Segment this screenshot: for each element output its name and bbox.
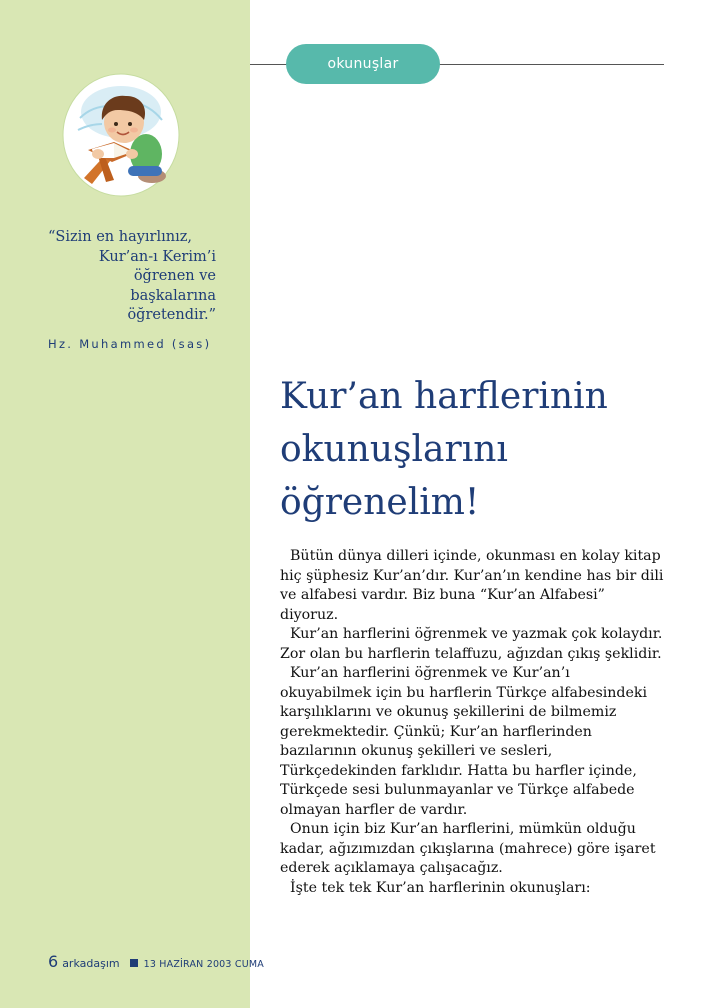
body-paragraph: Onun için biz Kur’an harflerini, mümkün olduğu kadar, ağızımızdan çıkışlarına (mahrece) göre işaret ederek açıklamaya çalışacağız. <box>280 821 656 876</box>
square-bullet-icon <box>130 959 138 967</box>
magazine-name: arkadaşım <box>62 957 120 970</box>
article-body <box>280 547 665 898</box>
quote-line: başkalarına <box>130 287 216 304</box>
header-rule-left <box>250 64 290 65</box>
page-footer <box>48 952 264 972</box>
title-line: Kur’an harflerinin <box>280 376 608 417</box>
title-line: öğrenelim! <box>280 482 480 523</box>
body-paragraph: Bütün dünya dilleri içinde, okunması en kolay kitap hiç şüphesiz Kur’an’dır. Kur’an’ın kendine has bir dili ve alfabesi vardır. Biz buna “Kur’an Alfabesi” diyoruz. <box>280 548 664 623</box>
quote-attribution: Hz. Muhammed (sas) <box>48 337 212 351</box>
section-label: okunuşlar <box>286 44 440 84</box>
title-line: okunuşlarını <box>280 429 508 470</box>
article-title <box>280 370 720 529</box>
child-reading-quran-illustration <box>58 72 184 198</box>
body-paragraph: İşte tek tek Kur’an harflerinin okunuşları: <box>290 879 591 896</box>
quote-line: “Sizin en hayırlınız, <box>48 229 192 245</box>
quote-line: öğrenen ve <box>133 268 216 284</box>
body-paragraph: Kur’an harflerini öğrenmek ve Kur’an’ı okuyabilmek için bu harflerin Türkçe alfabesindeki karşılıklarını ve okunuş şekillerini de bilmemiz gerekmektedir. Çünkü; Kur’an harflerinden bazılarının okunuş şekilleri ve sesleri, Türkçedekinden farklıdır. Hatta bu harfler içinde, Türkçede sesi bulunmayanlar ve Türkçe alfabede olmayan harfler de vardır. <box>280 665 648 818</box>
hadith-quote <box>48 228 216 326</box>
quote-line: öğretendir.” <box>127 307 216 323</box>
body-paragraph: Kur’an harflerini öğrenmek ve yazmak çok kolaydır. Zor olan bu harflerin telaffuzu, ağızdan çıkış şeklidir. <box>280 626 663 662</box>
quote-line: Kur’an-ı Kerim’i <box>98 248 216 265</box>
issue-date: 13 HAZİRAN 2003 CUMA <box>143 959 264 970</box>
page-number: 6 <box>48 952 59 971</box>
header-rule-right <box>432 64 664 65</box>
